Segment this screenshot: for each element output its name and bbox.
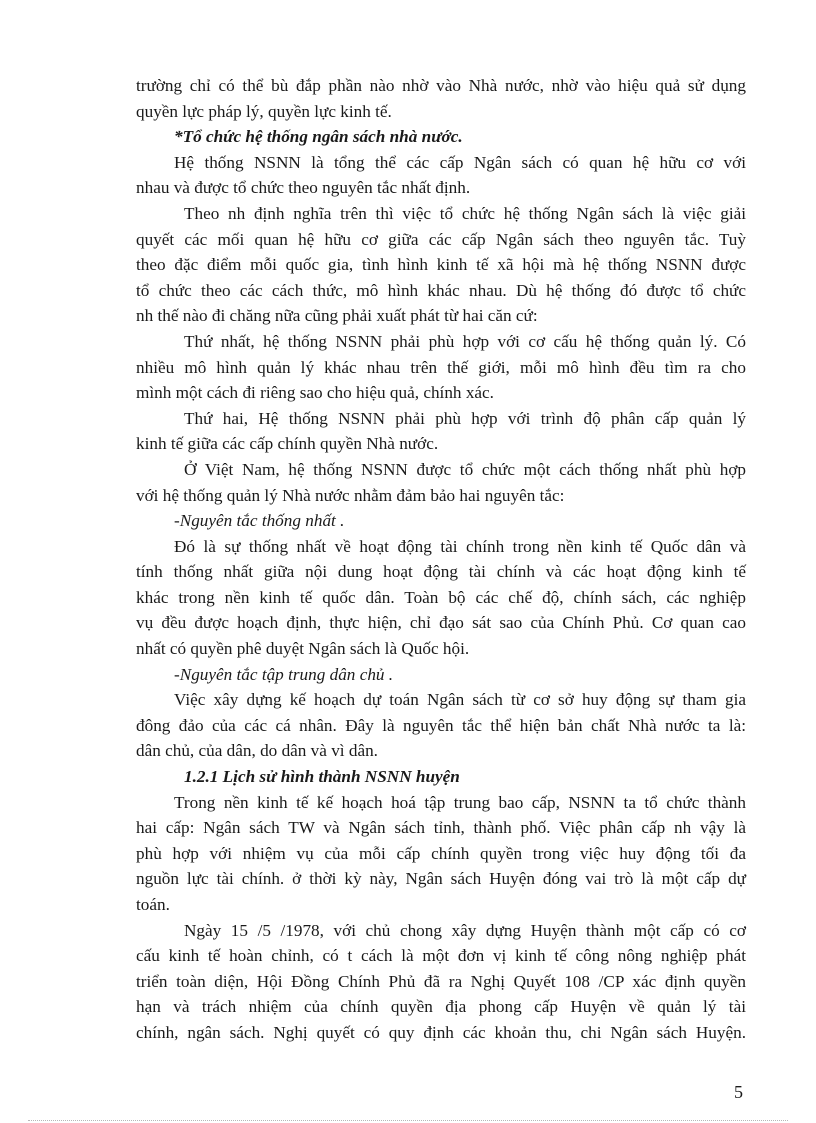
text-line: hai cấp: Ngân sách TW và Ngân sách tỉnh, thành phố. Việc phân cấp nh vậy là xyxy=(136,818,746,838)
body-text xyxy=(136,73,746,1046)
section-heading: *Tổ chức hệ thống ngân sách nhà nước. xyxy=(174,127,463,147)
text-line: Đó là sự thống nhất về hoạt động tài chính trong nền kinh tế Quốc dân và xyxy=(174,536,746,556)
text-line: nhất có quyền phê duyệt Ngân sách là Quốc hội. xyxy=(136,639,470,659)
text-line: nh thế nào đi chăng nữa cũng phải xuất phát từ hai căn cứ: xyxy=(136,306,538,326)
text-line: Thứ hai, Hệ thống NSNN phải phù hợp với trình độ phân cấp quản lý xyxy=(184,408,746,428)
text-line: Trong nền kinh tế kế hoạch hoá tập trung bao cấp, NSNN ta tổ chức thành xyxy=(174,792,746,812)
text-line: nguồn lực tài chính. ở thời kỳ này, Ngân sách Huyện đóng vai trò là một cấp dự xyxy=(136,869,746,889)
text-line: Hệ thống NSNN là tổng thể các cấp Ngân sách có quan hệ hữu cơ với xyxy=(174,152,746,172)
text-line: chính, ngân sách. Nghị quyết có quy định các khoản thu, chi Ngân sách Huyện. xyxy=(136,1022,746,1042)
text-line: dân chủ, của dân, do dân và vì dân. xyxy=(136,741,378,761)
text-line: tính thống nhất giữa nội dung hoạt động tài chính và các hoạt động kinh tế xyxy=(136,562,746,582)
text-line: theo đặc điểm mỗi quốc gia, tình hình kinh tế xã hội mà hệ thống NSNN được xyxy=(136,255,746,275)
text-line: đông đảo của các cá nhân. Đây là nguyên tắc thể hiện bản chất Nhà nước ta là: xyxy=(136,715,746,735)
text-line: nhau và được tổ chức theo nguyên tắc nhất định. xyxy=(136,178,471,198)
text-line: kinh tế giữa các cấp chính quyền Nhà nước. xyxy=(136,434,439,454)
text-line: Thứ nhất, hệ thống NSNN phải phù hợp với cơ cấu hệ thống quản lý. Có xyxy=(184,331,746,351)
text-line: với hệ thống quản lý Nhà nước nhằm đảm bảo hai nguyên tắc: xyxy=(136,485,565,505)
text-line: khác trong nền kinh tế quốc dân. Toàn bộ các chế độ, chính sách, các nghiệp xyxy=(136,587,746,607)
text-line: nhiều mô hình quản lý khác nhau trên thế giới, mỗi mô hình đều tìm ra cho xyxy=(136,357,746,377)
subsection-heading: 1.2.1 Lịch sử hình thành NSNN huyện xyxy=(184,767,460,787)
text-line: quyền lực pháp lý, quyền lực kinh tế. xyxy=(136,101,392,121)
text-line: quyết các mối quan hệ hữu cơ giữa các cấp Ngân sách theo nguyên tắc. Tuỳ xyxy=(136,229,746,249)
text-line: hạn và trách nhiệm của chính quyền địa phong cấp Huyện về quản lý tài xyxy=(136,997,746,1017)
text-line: Việc xây dựng kế hoạch dự toán Ngân sách từ cơ sở huy động sự tham gia xyxy=(174,690,746,710)
principle-heading: -Nguyên tắc tập trung dân chủ . xyxy=(174,664,394,684)
text-line: trường chỉ có thể bù đắp phần nào nhờ vào Nhà nước, nhờ vào hiệu quả sử dụng xyxy=(136,76,746,95)
page-number: 5 xyxy=(734,1082,743,1102)
text-line: Theo nh định nghĩa trên thì việc tổ chức hệ thống Ngân sách là việc giải xyxy=(184,203,746,223)
text-line: vụ đều được hoạch định, thực hiện, chỉ đạo sát sao của Chính Phủ. Cơ quan cao xyxy=(136,613,746,633)
text-line: triển toàn diện, Hội Đồng Chính Phủ đã ra Nghị Quyết 108 /CP xác định quyền xyxy=(136,971,746,991)
text-line: cấu kinh tế hoàn chỉnh, có t cách là một đơn vị kinh tế công nông nghiệp phát xyxy=(136,946,746,966)
text-line: toán. xyxy=(136,895,170,914)
principle-heading: -Nguyên tắc thống nhất . xyxy=(174,511,345,531)
text-line: Ở Việt Nam, hệ thống NSNN được tổ chức một cách thống nhất phù hợp xyxy=(184,459,746,479)
text-line: phù hợp với nhiệm vụ của mỗi cấp chính quyền trong việc huy động tối đa xyxy=(136,843,746,863)
text-line: mình một cách đi riêng sao cho hiệu quả, chính xác. xyxy=(136,383,494,403)
text-line: Ngày 15 /5 /1978, với chủ chong xây dựng Huyện thành một cấp có cơ xyxy=(184,920,746,940)
page-bottom-divider xyxy=(28,1120,788,1121)
text-line: tổ chức theo các cách thức, mô hình khác nhau. Dù hệ thống đó được tổ chức xyxy=(136,280,746,300)
